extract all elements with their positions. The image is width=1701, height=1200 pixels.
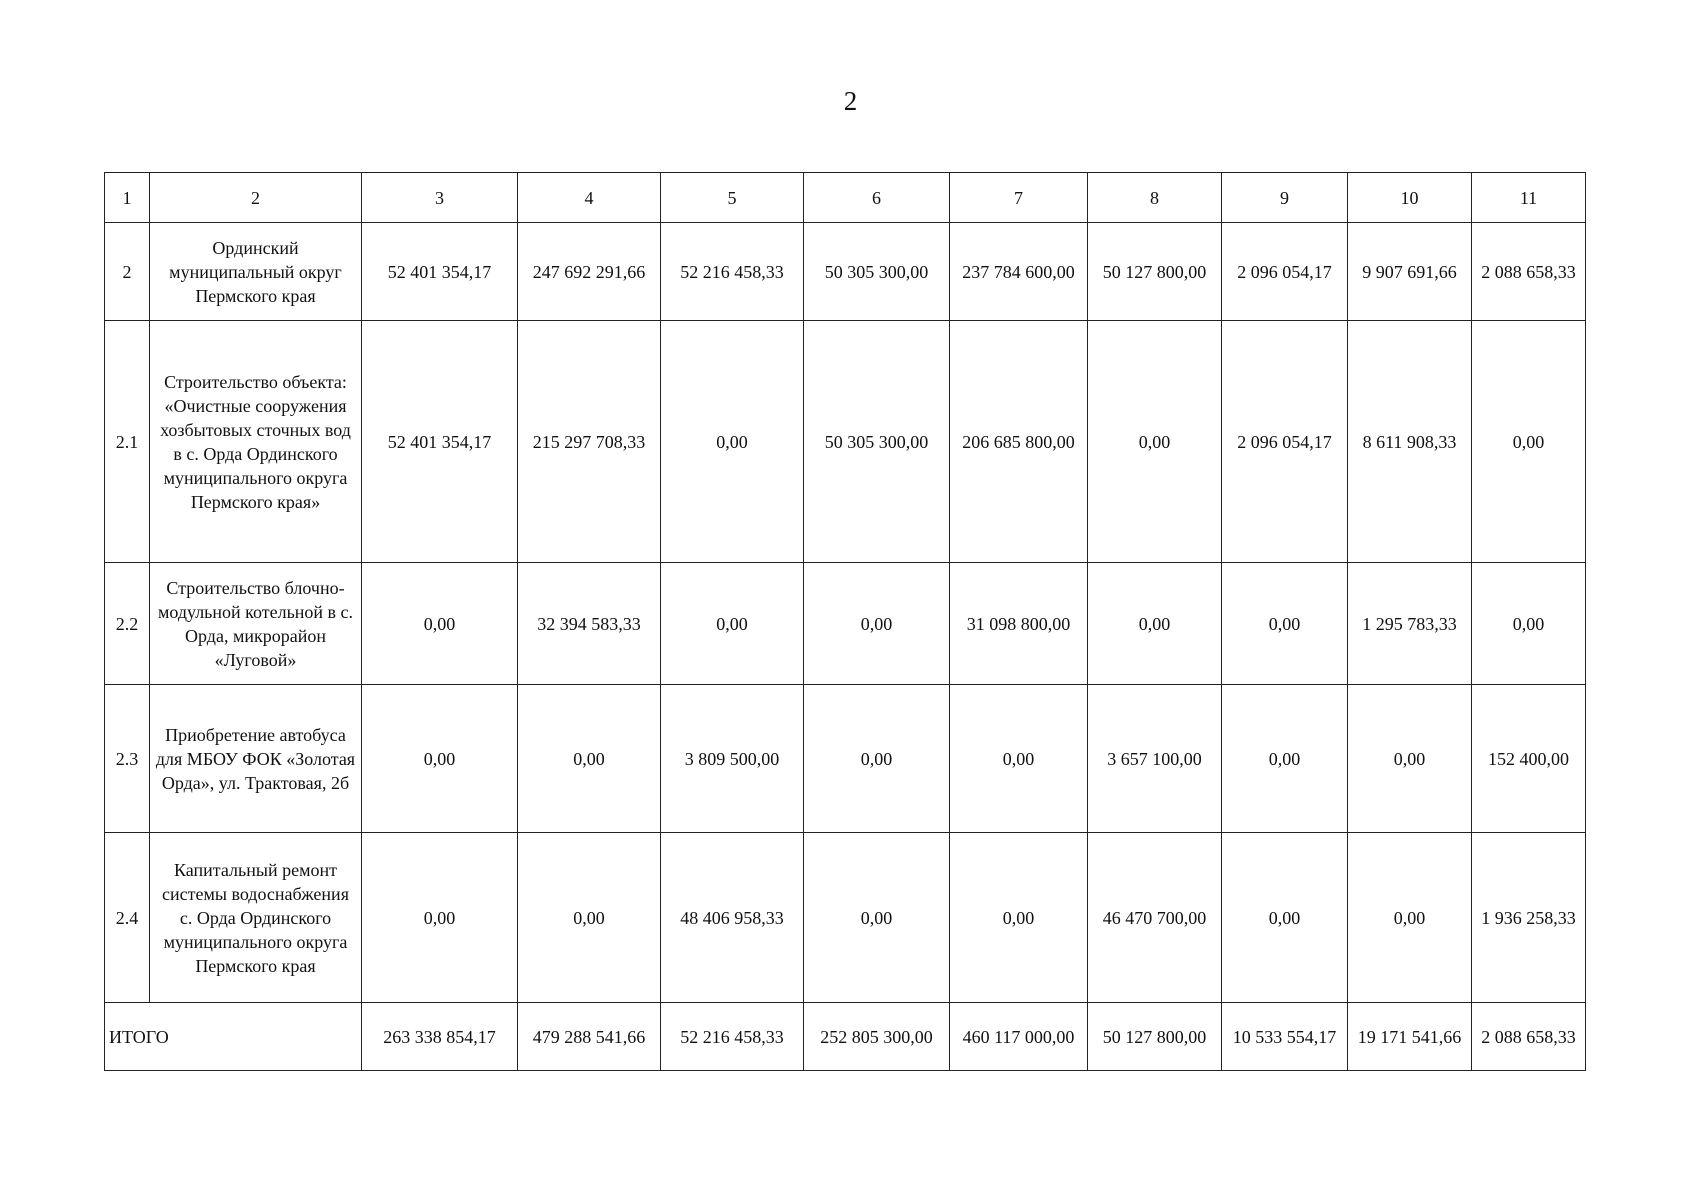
value-cell: 52 401 354,17	[362, 321, 518, 563]
value-cell: 0,00	[362, 563, 518, 685]
total-value-cell: 19 171 541,66	[1348, 1003, 1472, 1071]
row-name: Приобретение автобуса для МБОУ ФОК «Золотая Орда», ул. Трактовая, 2б	[150, 685, 362, 833]
column-number-cell: 7	[950, 173, 1088, 223]
value-cell: 46 470 700,00	[1088, 833, 1222, 1003]
total-value-cell: 52 216 458,33	[661, 1003, 804, 1071]
row-number: 2.4	[105, 833, 150, 1003]
column-number-cell: 2	[150, 173, 362, 223]
value-cell: 3 657 100,00	[1088, 685, 1222, 833]
budget-table-container	[104, 172, 1586, 1071]
value-cell: 215 297 708,33	[518, 321, 661, 563]
table-row	[105, 833, 1586, 1003]
row-number: 2	[105, 223, 150, 321]
value-cell: 0,00	[1222, 563, 1348, 685]
value-cell: 1 295 783,33	[1348, 563, 1472, 685]
value-cell: 152 400,00	[1472, 685, 1586, 833]
row-name: Капитальный ремонт системы водоснабжения с. Орда Ординского муниципального округа Пермского края	[150, 833, 362, 1003]
table-row	[105, 563, 1586, 685]
value-cell: 0,00	[1348, 833, 1472, 1003]
total-value-cell: 252 805 300,00	[804, 1003, 950, 1071]
column-number-row	[105, 173, 1586, 223]
total-value-cell: 10 533 554,17	[1222, 1003, 1348, 1071]
row-name: Ординский муниципальный округ Пермского края	[150, 223, 362, 321]
total-label: ИТОГО	[105, 1003, 362, 1071]
value-cell: 50 305 300,00	[804, 321, 950, 563]
value-cell: 0,00	[950, 685, 1088, 833]
value-cell: 0,00	[1472, 563, 1586, 685]
row-number: 2.2	[105, 563, 150, 685]
row-name: Строительство объекта: «Очистные сооружения хозбытовых сточных вод в с. Орда Ординского муниципального округа Пермского края»	[150, 321, 362, 563]
total-value-cell: 2 088 658,33	[1472, 1003, 1586, 1071]
value-cell: 0,00	[518, 833, 661, 1003]
total-value-cell: 479 288 541,66	[518, 1003, 661, 1071]
value-cell: 0,00	[1088, 563, 1222, 685]
total-row	[105, 1003, 1586, 1071]
row-name: Строительство блочно-модульной котельной в с. Орда, микрорайон «Луговой»	[150, 563, 362, 685]
value-cell: 0,00	[950, 833, 1088, 1003]
value-cell: 0,00	[518, 685, 661, 833]
value-cell: 32 394 583,33	[518, 563, 661, 685]
value-cell: 0,00	[1088, 321, 1222, 563]
value-cell: 0,00	[804, 833, 950, 1003]
total-value-cell: 50 127 800,00	[1088, 1003, 1222, 1071]
total-value-cell: 263 338 854,17	[362, 1003, 518, 1071]
value-cell: 0,00	[661, 321, 804, 563]
value-cell: 8 611 908,33	[1348, 321, 1472, 563]
value-cell: 0,00	[661, 563, 804, 685]
table-row	[105, 223, 1586, 321]
row-number: 2.3	[105, 685, 150, 833]
value-cell: 0,00	[362, 833, 518, 1003]
column-number-cell: 1	[105, 173, 150, 223]
value-cell: 0,00	[1222, 833, 1348, 1003]
budget-table	[104, 172, 1586, 1071]
value-cell: 52 216 458,33	[661, 223, 804, 321]
value-cell: 0,00	[362, 685, 518, 833]
table-row	[105, 321, 1586, 563]
value-cell: 2 096 054,17	[1222, 223, 1348, 321]
value-cell: 0,00	[1472, 321, 1586, 563]
value-cell: 48 406 958,33	[661, 833, 804, 1003]
value-cell: 50 127 800,00	[1088, 223, 1222, 321]
value-cell: 1 936 258,33	[1472, 833, 1586, 1003]
row-number: 2.1	[105, 321, 150, 563]
value-cell: 237 784 600,00	[950, 223, 1088, 321]
value-cell: 206 685 800,00	[950, 321, 1088, 563]
page-number: 2	[843, 86, 858, 116]
value-cell: 52 401 354,17	[362, 223, 518, 321]
column-number-cell: 9	[1222, 173, 1348, 223]
value-cell: 0,00	[804, 563, 950, 685]
table-row	[105, 685, 1586, 833]
value-cell: 3 809 500,00	[661, 685, 804, 833]
value-cell: 2 088 658,33	[1472, 223, 1586, 321]
column-number-cell: 11	[1472, 173, 1586, 223]
column-number-cell: 4	[518, 173, 661, 223]
value-cell: 0,00	[1222, 685, 1348, 833]
value-cell: 31 098 800,00	[950, 563, 1088, 685]
total-value-cell: 460 117 000,00	[950, 1003, 1088, 1071]
column-number-cell: 8	[1088, 173, 1222, 223]
column-number-cell: 3	[362, 173, 518, 223]
value-cell: 50 305 300,00	[804, 223, 950, 321]
column-number-cell: 10	[1348, 173, 1472, 223]
value-cell: 247 692 291,66	[518, 223, 661, 321]
value-cell: 0,00	[1348, 685, 1472, 833]
value-cell: 9 907 691,66	[1348, 223, 1472, 321]
column-number-cell: 6	[804, 173, 950, 223]
value-cell: 2 096 054,17	[1222, 321, 1348, 563]
column-number-cell: 5	[661, 173, 804, 223]
value-cell: 0,00	[804, 685, 950, 833]
